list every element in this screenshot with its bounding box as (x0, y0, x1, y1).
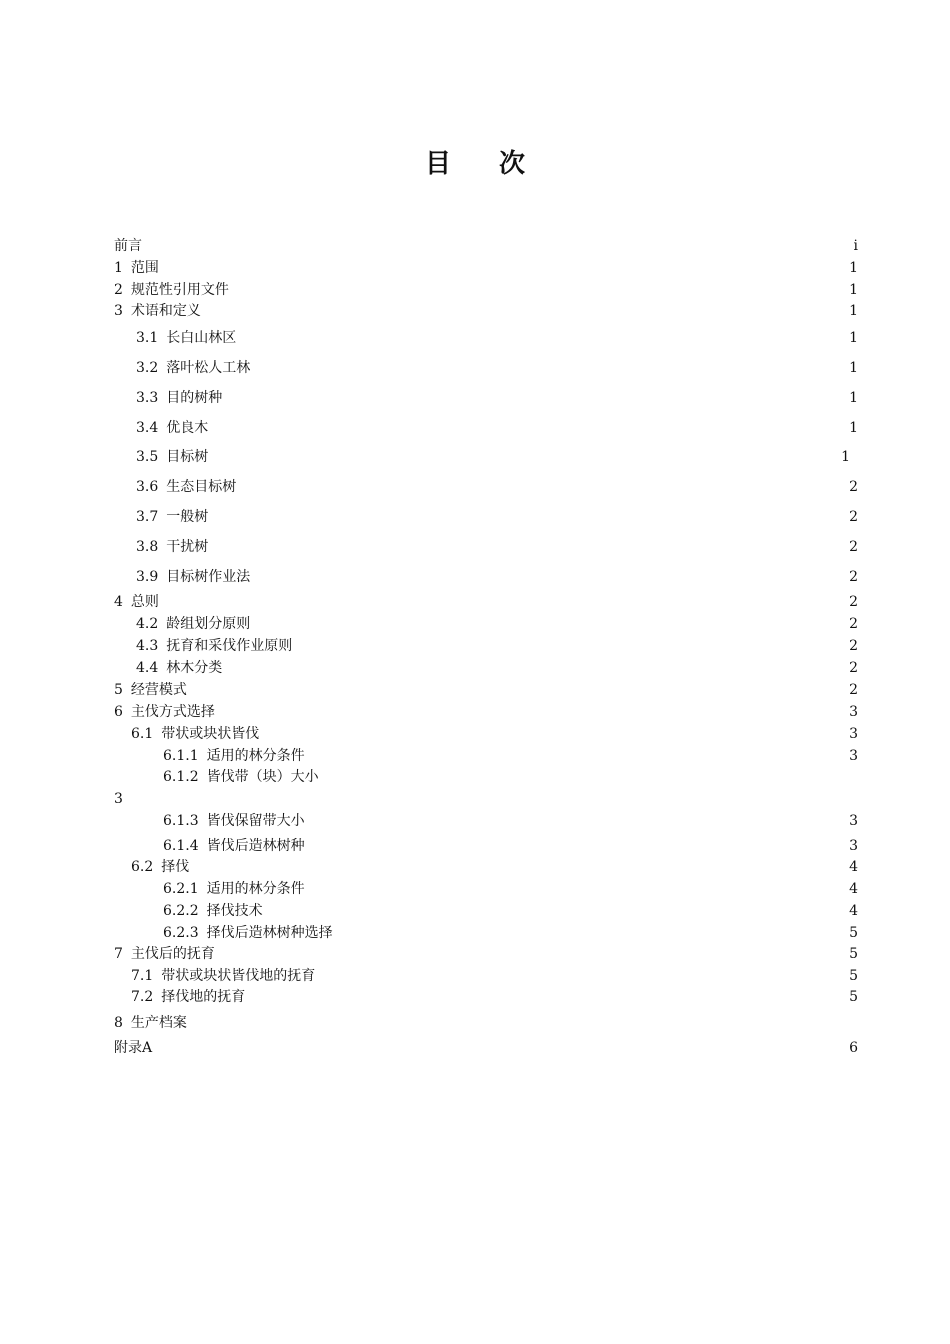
toc-leader-dots (195, 680, 838, 700)
toc-entry-label (131, 857, 197, 877)
toc-entry-number: 3.7 (136, 509, 159, 525)
toc-entry-number: 4.4 (136, 660, 159, 676)
toc-entry-title: 目标树作业法 (166, 569, 251, 585)
toc-entry-title: 主伐方式选择 (130, 704, 215, 720)
toc-leader-dots (223, 702, 838, 722)
toc-entry-title: 前言 (114, 238, 142, 254)
toc-entry-page: 2 (849, 616, 858, 632)
toc-entry-title: 长白山林区 (166, 330, 237, 346)
toc-entry-number: 3 (114, 303, 123, 319)
toc-entry-label (136, 388, 230, 408)
toc-entry-title: 目标树 (166, 449, 209, 465)
toc-entry-label (114, 1038, 160, 1058)
toc-entry-label (163, 879, 313, 899)
toc-leader-dots (267, 724, 838, 744)
toc-entry[interactable] (131, 966, 858, 986)
toc-entry-label (136, 636, 300, 656)
toc-entry[interactable] (114, 702, 858, 722)
toc-entry-title: 带状或块状皆伐地的抚育 (161, 968, 316, 984)
toc-entry-number: 4.3 (136, 638, 159, 654)
toc-entry-title: 生产档案 (130, 1015, 187, 1031)
toc-entry-number: 7.2 (131, 989, 154, 1005)
toc-entry-page: 2 (849, 682, 858, 698)
toc-entry-page: 4 (849, 859, 858, 875)
toc-entry-page: 2 (849, 479, 858, 495)
toc-leader-dots (313, 879, 838, 899)
toc-entry-page: 4 (849, 903, 858, 919)
toc-entry-title: 生态目标树 (166, 479, 237, 495)
toc-entry-title: 皆伐带（块）大小 (206, 769, 319, 785)
toc-entry-label (114, 280, 237, 300)
toc-entry-label (136, 418, 216, 438)
toc-entry-page: 1 (849, 360, 858, 376)
toc-entry-title: 皆伐后造林树种 (206, 838, 305, 854)
toc-leader-dots (223, 944, 838, 964)
toc-entry-number: 6.1 (131, 726, 154, 742)
toc-entry[interactable] (136, 418, 858, 438)
toc-entry-page: 3 (849, 813, 858, 829)
toc-entry-page: 4 (849, 881, 858, 897)
toc-entry-label (136, 447, 216, 467)
toc-entry[interactable] (136, 658, 858, 678)
toc-entry-label (163, 746, 313, 766)
toc-entry-page: 2 (849, 539, 858, 555)
toc-leader-dots (258, 567, 838, 587)
toc-entry[interactable] (163, 746, 858, 766)
toc-entry[interactable] (136, 328, 858, 348)
toc-entry-page: 3 (849, 838, 858, 854)
toc-entry-page: 3 (849, 726, 858, 742)
toc-entry-title: 目的树种 (166, 390, 223, 406)
toc-entry-title: 择伐 (161, 859, 190, 875)
toc-entry-title: 带状或块状皆伐 (161, 726, 260, 742)
toc-entry-page: i (853, 238, 858, 254)
toc-entry[interactable] (114, 258, 858, 278)
toc-entry-label (114, 301, 209, 321)
toc-entry-number: 3.6 (136, 479, 159, 495)
toc-entry-title: 适用的林分条件 (206, 748, 305, 764)
toc-entry[interactable] (136, 537, 858, 557)
toc-entry[interactable] (136, 477, 858, 497)
toc-entry[interactable] (163, 767, 858, 787)
toc-entry-page: 1 (849, 303, 858, 319)
toc-entry-page: 2 (849, 594, 858, 610)
toc-entry-page: 5 (849, 989, 858, 1005)
toc-entry-number: 6.2.3 (163, 925, 199, 941)
toc-entry-label (131, 987, 253, 1007)
title-char-1: 目 (424, 149, 451, 179)
toc-entry-label (114, 680, 195, 700)
toc-entry-number: 2 (114, 282, 123, 298)
toc-entry-label (114, 1013, 195, 1033)
toc-leader-dots (167, 258, 838, 278)
toc-entry-number: 6.2.2 (163, 903, 199, 919)
toc-leader-dots (244, 328, 838, 348)
toc-entry-number: 4.2 (136, 616, 159, 632)
toc-entry-title: 主伐后的抚育 (130, 946, 215, 962)
toc-entry[interactable] (114, 301, 858, 321)
toc-entry-title: 总则 (130, 594, 159, 610)
toc-leader-dots (253, 987, 838, 1007)
toc-leader-dots (216, 418, 838, 438)
toc-leader-dots (258, 614, 838, 634)
toc-leader-dots (216, 507, 838, 527)
toc-leader-dots (150, 236, 838, 256)
toc-entry-title: 皆伐保留带大小 (206, 813, 305, 829)
toc-entry[interactable] (163, 811, 858, 831)
toc-entry[interactable] (136, 447, 850, 467)
toc-entry-number: 6 (114, 704, 123, 720)
toc-entry[interactable] (136, 636, 858, 656)
toc-entry-number: 6.1.3 (163, 813, 199, 829)
toc-leader-dots (313, 746, 838, 766)
toc-entry-label (163, 767, 327, 787)
toc-leader-dots (209, 301, 838, 321)
toc-entry-title: 落叶松人工林 (166, 360, 251, 376)
toc-entry-label (114, 592, 167, 612)
toc-entry-label (136, 567, 258, 587)
toc-leader-dots (271, 901, 838, 921)
toc-entry-title: 经营模式 (130, 682, 187, 698)
toc-entry-label (114, 944, 223, 964)
toc-entry-title: 范围 (130, 260, 159, 276)
toc-entry[interactable] (163, 901, 858, 921)
toc-entry[interactable] (131, 724, 858, 744)
wrapped-page-number: 3 (114, 791, 123, 807)
toc-entry-number: 3.1 (136, 330, 159, 346)
toc-entry-label (163, 836, 313, 856)
toc-entry-label (163, 901, 271, 921)
toc-entry-page: 2 (849, 509, 858, 525)
toc-entry-title: 适用的林分条件 (206, 881, 305, 897)
toc-entry-title: 优良木 (166, 420, 209, 436)
toc-entry[interactable] (136, 614, 858, 634)
toc-entry-page: 2 (849, 638, 858, 654)
toc-leader-dots (258, 358, 838, 378)
toc-entry[interactable] (136, 507, 858, 527)
toc-entry-page: 5 (849, 968, 858, 984)
toc-leader-dots (300, 636, 838, 656)
toc-entry-number: 6.2.1 (163, 881, 199, 897)
toc-entry-label (136, 358, 258, 378)
toc-entry[interactable] (163, 879, 858, 899)
toc-entry-title: 择伐地的抚育 (161, 989, 246, 1005)
toc-leader-dots (341, 923, 838, 943)
page-title (0, 143, 950, 180)
toc-leader-dots (230, 388, 838, 408)
toc-entry-number: 7 (114, 946, 123, 962)
toc-entry[interactable] (114, 280, 858, 300)
toc-leader-dots (313, 836, 838, 856)
toc-entry-page: 6 (849, 1040, 858, 1056)
toc-entry-title: 择伐技术 (206, 903, 263, 919)
toc-entry[interactable] (114, 680, 858, 700)
toc-entry-number: 8 (114, 1015, 123, 1031)
toc-entry-page: 1 (849, 420, 858, 436)
toc-entry[interactable] (136, 358, 858, 378)
toc-leader-dots (197, 857, 838, 877)
toc-leader-dots (167, 592, 838, 612)
toc-leader-dots (216, 537, 838, 557)
toc-entry-title: 龄组划分原则 (166, 616, 251, 632)
toc-entry[interactable] (136, 388, 858, 408)
toc-entry[interactable] (136, 567, 858, 587)
toc-entry-page: 3 (849, 704, 858, 720)
toc-entry-page: 1 (841, 449, 850, 465)
toc-entry-number: 3.9 (136, 569, 159, 585)
toc-entry[interactable] (114, 944, 858, 964)
toc-entry-title: 林木分类 (166, 660, 223, 676)
toc-entry-page: 1 (849, 260, 858, 276)
toc-entry-number: 3.8 (136, 539, 159, 555)
toc-entry-label (136, 477, 244, 497)
toc-leader-dots (327, 767, 838, 787)
toc-entry-label (131, 966, 323, 986)
toc-leader-dots (313, 811, 838, 831)
toc-entry-number: 6.1.4 (163, 838, 199, 854)
toc-entry-page: 2 (849, 569, 858, 585)
toc-entry-number: 5 (114, 682, 123, 698)
toc-entry-number: 7.1 (131, 968, 154, 984)
toc-entry-title: 干扰树 (166, 539, 209, 555)
toc-entry-title: 抚育和采伐作业原则 (166, 638, 293, 654)
toc-entry-number: 3.4 (136, 420, 159, 436)
toc-entry-label (163, 923, 341, 943)
toc-entry-number: 6.1.2 (163, 769, 199, 785)
toc-entry[interactable] (163, 836, 858, 856)
toc-entry-number: 6.2 (131, 859, 154, 875)
toc-entry[interactable] (114, 1013, 858, 1033)
toc-leader-dots (230, 658, 838, 678)
toc-leader-dots (244, 477, 838, 497)
toc-entry-number: 3.2 (136, 360, 159, 376)
toc-entry-page: 1 (849, 282, 858, 298)
toc-leader-dots (160, 1038, 838, 1058)
toc-entry-label (136, 614, 258, 634)
toc-entry-page: 1 (849, 390, 858, 406)
toc-entry-page: 3 (849, 748, 858, 764)
toc-entry-label (136, 658, 230, 678)
toc-entry-label (136, 537, 216, 557)
toc-entry-page: 5 (849, 946, 858, 962)
toc-entry-page: 1 (849, 330, 858, 346)
toc-entry-label (114, 702, 223, 722)
toc-entry[interactable] (163, 923, 858, 943)
toc-entry-label (114, 258, 167, 278)
toc-entry[interactable] (114, 236, 858, 256)
toc-leader-dots (323, 966, 838, 986)
toc-entry-title: 择伐后造林树种选择 (206, 925, 333, 941)
toc-entry-number: 3.3 (136, 390, 159, 406)
toc-entry[interactable] (114, 1038, 858, 1058)
toc-entry-title: 附录A (114, 1040, 153, 1056)
toc-entry-number: 4 (114, 594, 123, 610)
toc-entry[interactable] (131, 857, 858, 877)
toc-entry-title: 规范性引用文件 (130, 282, 229, 298)
toc-leader-dots (216, 447, 830, 467)
toc-entry-title: 术语和定义 (130, 303, 201, 319)
toc-entry[interactable] (131, 987, 858, 1007)
toc-entry-label (163, 811, 313, 831)
toc-entry-label (131, 724, 267, 744)
toc-entry-number: 1 (114, 260, 123, 276)
title-char-2: 次 (499, 149, 526, 179)
toc-entry-number: 3.5 (136, 449, 159, 465)
toc-entry-label (136, 507, 216, 527)
toc-leader-dots (237, 280, 838, 300)
toc-entry-label (114, 236, 150, 256)
toc-entry-label (136, 328, 244, 348)
toc-entry[interactable] (114, 592, 858, 612)
toc-entry-number: 6.1.1 (163, 748, 199, 764)
toc-entry-title: 一般树 (166, 509, 209, 525)
toc-entry-page: 2 (849, 660, 858, 676)
toc-entry-page: 5 (849, 925, 858, 941)
